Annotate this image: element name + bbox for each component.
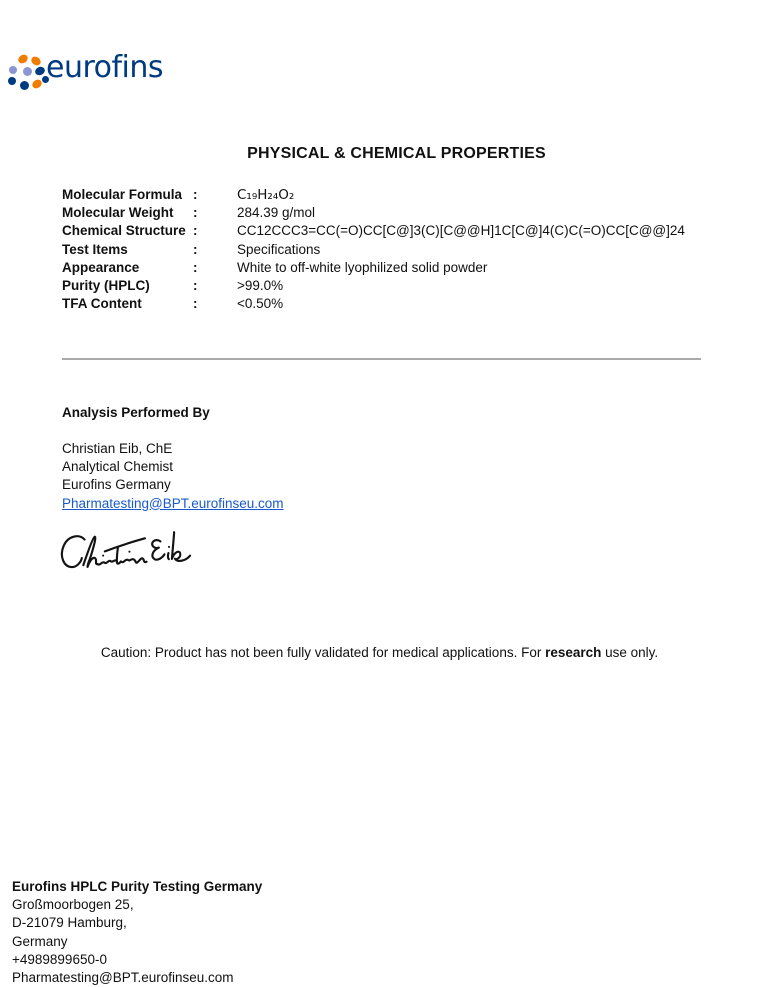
- logo-dot: [9, 66, 17, 74]
- property-value: Specifications: [237, 241, 321, 257]
- table-row: [62, 260, 722, 278]
- analyst-contact-block: [62, 440, 284, 513]
- property-value: <0.50%: [237, 296, 284, 312]
- signature-image: [54, 526, 202, 580]
- analysis-performed-by-heading: Analysis Performed By: [62, 405, 210, 420]
- logo-dot: [8, 77, 16, 85]
- property-label: Test Items: [62, 241, 128, 257]
- colon-separator: :: [193, 296, 198, 312]
- footer-address-block: [12, 878, 262, 987]
- eurofins-wordmark: eurofins: [46, 50, 164, 85]
- colon-separator: :: [193, 277, 198, 293]
- analyst-org: Eurofins Germany: [62, 477, 171, 493]
- logo-dot: [30, 55, 43, 67]
- table-row: [62, 187, 722, 205]
- footer-street: Großmoorbogen 25,: [12, 897, 134, 913]
- analyst-role: Analytical Chemist: [62, 459, 174, 475]
- property-value: C₁₉H₂₄O₂: [237, 187, 295, 203]
- table-row: [62, 242, 722, 260]
- footer-company-name: Eurofins HPLC Purity Testing Germany: [12, 879, 263, 894]
- colon-separator: :: [193, 205, 198, 221]
- logo-dot: [20, 81, 29, 90]
- colon-separator: :: [193, 187, 198, 202]
- property-label: Chemical Structure: [62, 223, 186, 239]
- property-value: >99.0%: [237, 277, 284, 293]
- property-label: Molecular Formula: [62, 187, 183, 202]
- colon-separator: :: [193, 259, 198, 275]
- eurofins-logo: [8, 52, 208, 94]
- colon-separator: :: [193, 241, 198, 257]
- property-label: Appearance: [62, 259, 140, 275]
- colon-separator: :: [193, 223, 198, 239]
- property-value: 284.39 g/mol: [237, 205, 316, 221]
- eurofins-dots-icon: [8, 54, 48, 94]
- analyst-email-link[interactable]: Pharmatesting@BPT.eurofinseu.com: [62, 495, 284, 511]
- caution-bold-word: research: [545, 645, 602, 660]
- property-label: Purity (HPLC): [62, 277, 150, 293]
- horizontal-divider: [62, 358, 701, 360]
- table-row: [62, 296, 722, 314]
- caution-note: [0, 645, 759, 660]
- footer-city: D-21079 Hamburg,: [12, 915, 127, 931]
- footer-phone: +4989899650-0: [12, 951, 107, 967]
- caution-text: use only.: [601, 645, 659, 660]
- footer-email: Pharmatesting@BPT.eurofinseu.com: [12, 970, 234, 986]
- property-label: Molecular Weight: [62, 205, 174, 221]
- table-row: [62, 278, 722, 296]
- property-value: White to off-white lyophilized solid powder: [237, 259, 488, 275]
- analyst-name: Christian Eib, ChE: [62, 441, 173, 456]
- page-title: PHYSICAL & CHEMICAL PROPERTIES: [247, 145, 546, 162]
- logo-dot: [17, 53, 30, 65]
- caution-text: Caution: Product has not been fully validated for medical applications. For: [100, 645, 546, 660]
- property-label: TFA Content: [62, 296, 142, 312]
- properties-table: [62, 187, 722, 314]
- logo-dot: [23, 67, 32, 76]
- footer-country: Germany: [12, 933, 68, 949]
- table-row: [62, 223, 722, 241]
- table-row: [62, 205, 722, 223]
- property-value: CC12CCC3=CC(=O)CC[C@]3(C)[C@@H]1C[C@]4(C)C(=O)CC[C@@]24: [237, 223, 685, 239]
